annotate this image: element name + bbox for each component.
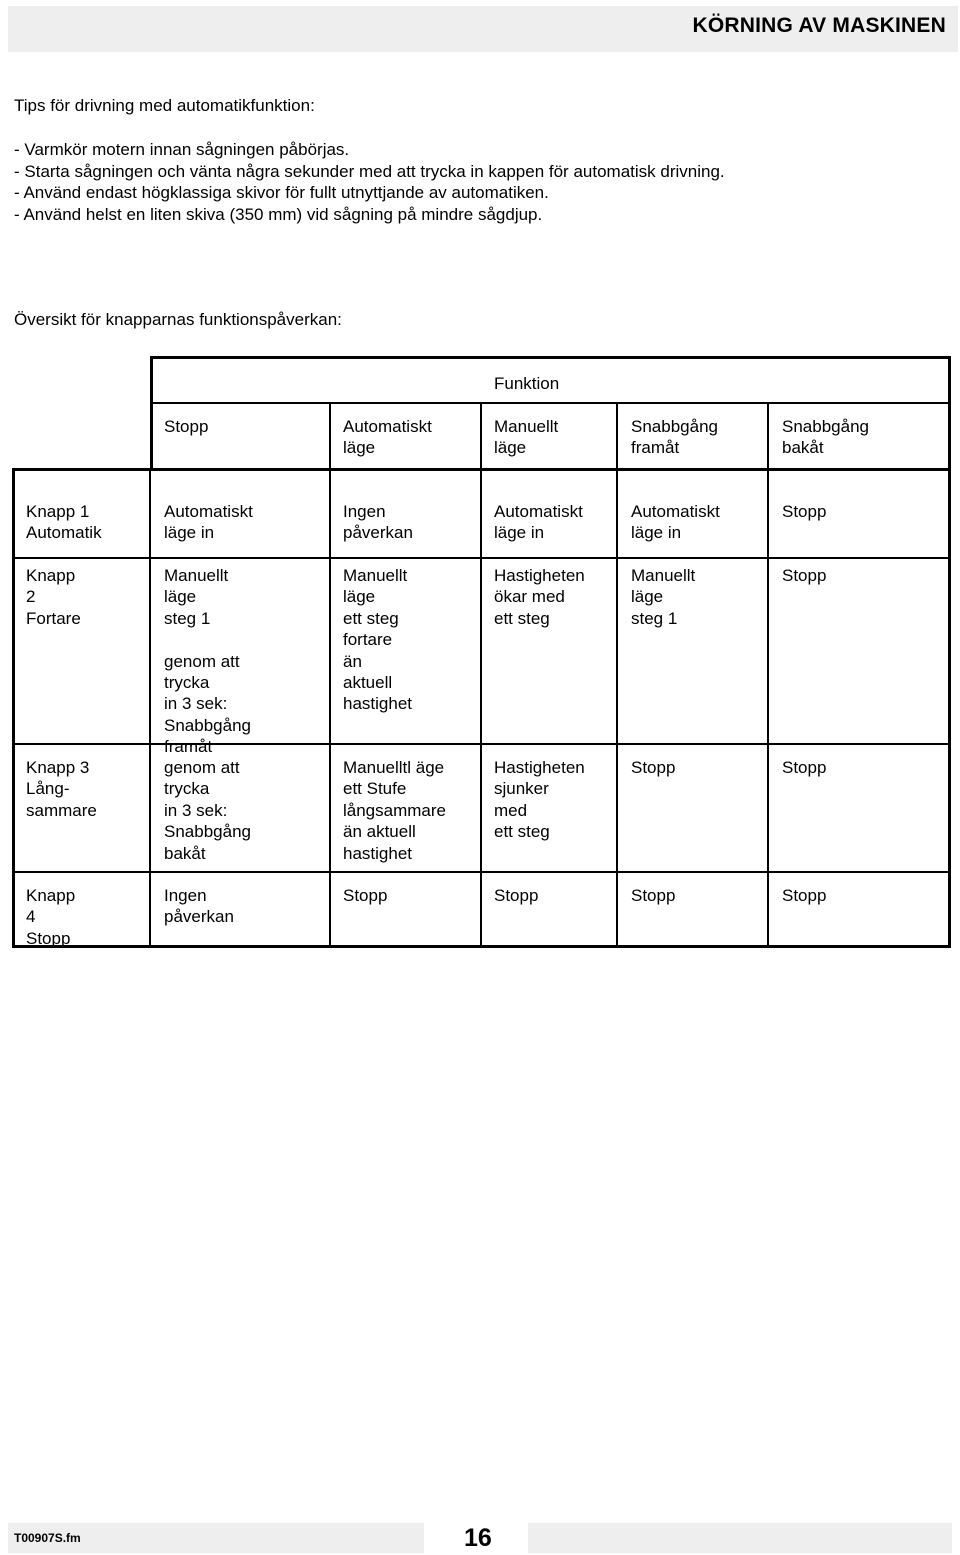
table-cell: Stopp <box>782 758 827 777</box>
row-label: Knapp 4 Stopp <box>26 886 76 948</box>
page-title: KÖRNING AV MASKINEN <box>692 14 946 37</box>
table-cell: Ingen påverkan <box>343 502 413 543</box>
row-divider <box>12 871 950 873</box>
col-divider <box>329 468 331 947</box>
tip-item: - Använd endast högklassiga skivor för fullt utnyttjande av automatiken. <box>14 183 549 202</box>
table-cell: Stopp <box>782 502 827 521</box>
col-divider <box>767 403 769 470</box>
column-header: Snabbgång framåt <box>631 417 718 458</box>
overview-heading: Översikt för knapparnas funktionspåverkan: <box>14 310 342 329</box>
table-cell: Automatiskt läge in <box>164 502 253 543</box>
table-cell: Hastigheten sjunker med ett steg <box>494 758 585 842</box>
row-divider <box>12 557 950 559</box>
col-divider <box>149 468 151 947</box>
table-cell: Stopp <box>494 886 539 905</box>
table-cell: Manuellt läge ett steg fortare än aktuell hastighet <box>343 566 412 714</box>
col-divider <box>616 403 618 470</box>
row-label: Knapp 2 Fortare <box>26 566 81 628</box>
table-cell: Stopp <box>782 566 827 585</box>
tip-item: - Starta sågningen och vänta några sekunder med att trycka in kappen för automatisk drivning. <box>14 161 725 181</box>
col-divider <box>329 403 331 470</box>
table-cell: Manuellt läge steg 1 genom att trycka in 3 sek: Snabbgång framåt <box>164 566 251 757</box>
header-divider <box>150 402 950 404</box>
tip-item: - Varmkör motern innan sågningen påbörjas. <box>14 140 350 159</box>
page-number: 16 <box>464 1524 492 1552</box>
table-cell: Manuellt läge steg 1 <box>631 566 696 628</box>
table-cell: Stopp <box>631 886 676 905</box>
row-label: Knapp 3 Lång- sammare <box>26 758 97 820</box>
col-divider <box>767 468 769 947</box>
table-cell: Hastigheten ökar med ett steg <box>494 566 585 628</box>
table-cell: genom att trycka in 3 sek: Snabbgång bakåt <box>164 758 251 863</box>
table-cell: Stopp <box>782 886 827 905</box>
table-cell: Manuelltl äge ett Stufe långsammare än aktuell hastighet <box>343 758 446 863</box>
tips-list <box>14 139 725 225</box>
tips-heading: Tips för drivning med automatikfunktion: <box>14 96 315 115</box>
column-header: Manuellt läge <box>494 417 559 458</box>
table-cell: Ingen påverkan <box>164 886 234 927</box>
footer-filename: T00907S.fm <box>14 1531 81 1545</box>
tip-item: - Använd helst en liten skiva (350 mm) vid sågning på mindre sågdjup. <box>14 204 543 224</box>
table-cell: Automatiskt läge in <box>494 502 583 543</box>
column-header: Snabbgång bakåt <box>782 417 869 458</box>
row-divider <box>12 743 950 745</box>
table-cell: Automatiskt läge in <box>631 502 720 543</box>
table-cell: Stopp <box>631 758 676 777</box>
col-divider <box>480 468 482 947</box>
table-cell: Stopp <box>343 886 388 905</box>
footer-bar-right <box>528 1523 952 1553</box>
column-header: Stopp <box>164 417 209 436</box>
col-divider <box>616 468 618 947</box>
col-divider <box>480 403 482 470</box>
row-label: Knapp 1 Automatik <box>26 502 102 543</box>
column-header: Automatiskt läge <box>343 417 432 458</box>
group-header: Funktion <box>494 374 560 393</box>
